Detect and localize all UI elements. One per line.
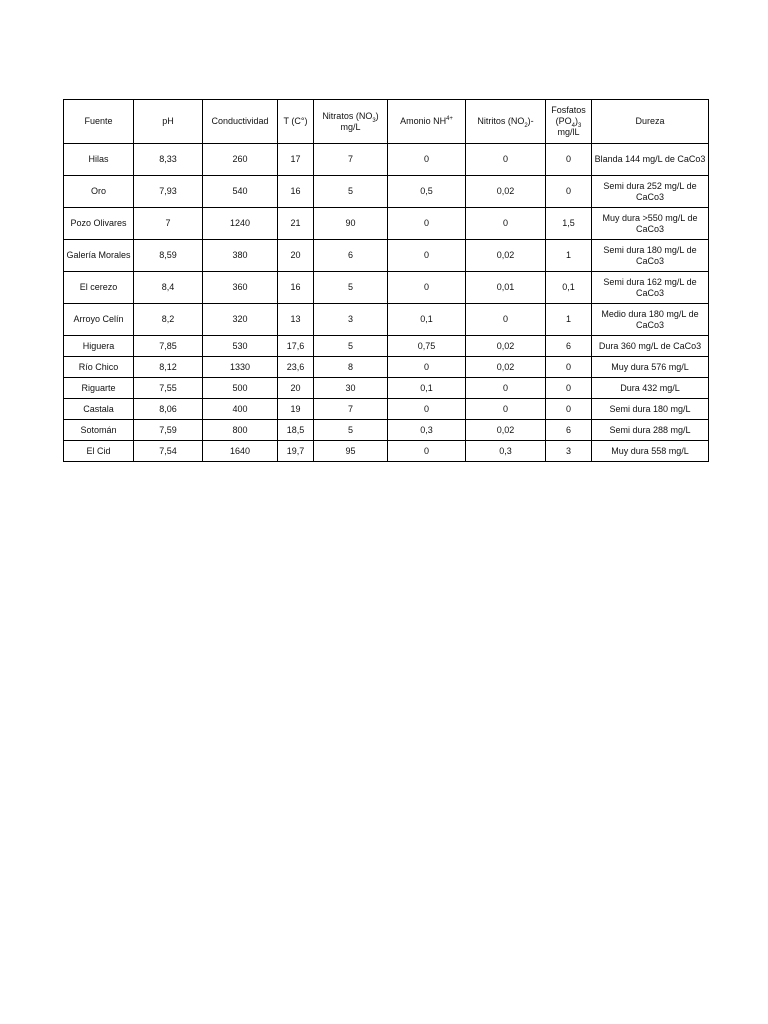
header-nitratos: Nitratos $(NO_3)$ mg/L <box>314 100 388 144</box>
cell-temperatura: 13 <box>278 304 314 336</box>
cell-fuente: Arroyo Celín <box>64 304 134 336</box>
cell-nitritos: 0,3 <box>466 441 546 462</box>
cell-nitritos: 0 <box>466 144 546 176</box>
cell-ph: 7,54 <box>134 441 203 462</box>
cell-nitratos: 3 <box>314 304 388 336</box>
cell-conductividad: 500 <box>203 378 278 399</box>
table-row <box>64 272 709 304</box>
table-row <box>64 144 709 176</box>
cell-amonio: 0 <box>388 240 466 272</box>
cell-ph: 8,12 <box>134 357 203 378</box>
cell-conductividad: 360 <box>203 272 278 304</box>
cell-temperatura: 18,5 <box>278 420 314 441</box>
cell-temperatura: 23,6 <box>278 357 314 378</box>
cell-amonio: 0 <box>388 399 466 420</box>
table-header-row <box>64 100 709 144</box>
cell-ph: 8,4 <box>134 272 203 304</box>
water-quality-table <box>63 99 709 462</box>
cell-nitritos: 0 <box>466 304 546 336</box>
cell-conductividad: 1330 <box>203 357 278 378</box>
cell-fosfatos: 0 <box>546 176 592 208</box>
cell-fuente: Oro <box>64 176 134 208</box>
cell-temperatura: 20 <box>278 378 314 399</box>
cell-temperatura: 20 <box>278 240 314 272</box>
table-row <box>64 336 709 357</box>
cell-fosfatos: 0 <box>546 144 592 176</box>
cell-conductividad: 800 <box>203 420 278 441</box>
cell-fosfatos: 3 <box>546 441 592 462</box>
cell-temperatura: 17 <box>278 144 314 176</box>
header-ph: pH <box>134 100 203 144</box>
cell-fosfatos: 6 <box>546 420 592 441</box>
cell-conductividad: 1240 <box>203 208 278 240</box>
cell-amonio: 0,5 <box>388 176 466 208</box>
cell-fuente: Río Chico <box>64 357 134 378</box>
cell-fuente: Higuera <box>64 336 134 357</box>
cell-amonio: 0 <box>388 144 466 176</box>
cell-amonio: 0 <box>388 357 466 378</box>
table-row <box>64 240 709 272</box>
cell-nitratos: 6 <box>314 240 388 272</box>
cell-ph: 7,93 <box>134 176 203 208</box>
cell-nitritos: 0 <box>466 208 546 240</box>
cell-conductividad: 320 <box>203 304 278 336</box>
table-row <box>64 420 709 441</box>
cell-fosfatos: 1 <box>546 304 592 336</box>
header-temperatura: T (C°) <box>278 100 314 144</box>
cell-ph: 7 <box>134 208 203 240</box>
cell-nitratos: 8 <box>314 357 388 378</box>
cell-ph: 8,2 <box>134 304 203 336</box>
cell-amonio: 0,75 <box>388 336 466 357</box>
header-dureza: Dureza <box>592 100 709 144</box>
cell-nitritos: 0 <box>466 399 546 420</box>
cell-fuente: Hilas <box>64 144 134 176</box>
cell-temperatura: 21 <box>278 208 314 240</box>
cell-nitritos: 0,02 <box>466 176 546 208</box>
cell-fuente: Riguarte <box>64 378 134 399</box>
cell-nitritos: 0,02 <box>466 336 546 357</box>
cell-nitritos: 0,02 <box>466 357 546 378</box>
cell-dureza: Dura 432 mg/L <box>592 378 709 399</box>
cell-dureza: Semi dura 288 mg/L <box>592 420 709 441</box>
cell-fosfatos: 1 <box>546 240 592 272</box>
cell-fuente: Galería Morales <box>64 240 134 272</box>
cell-conductividad: 530 <box>203 336 278 357</box>
cell-temperatura: 16 <box>278 272 314 304</box>
cell-fosfatos: 1,5 <box>546 208 592 240</box>
header-fuente: Fuente <box>64 100 134 144</box>
cell-fuente: El cerezo <box>64 272 134 304</box>
cell-dureza: Blanda 144 mg/L de CaCo3 <box>592 144 709 176</box>
table-row <box>64 399 709 420</box>
cell-conductividad: 260 <box>203 144 278 176</box>
cell-dureza: Semi dura 252 mg/L de CaCo3 <box>592 176 709 208</box>
header-conductividad: Conductividad <box>203 100 278 144</box>
cell-amonio: 0 <box>388 272 466 304</box>
cell-dureza: Dura 360 mg/L de CaCo3 <box>592 336 709 357</box>
cell-dureza: Semi dura 180 mg/L de CaCo3 <box>592 240 709 272</box>
cell-amonio: 0,1 <box>388 304 466 336</box>
cell-conductividad: 400 <box>203 399 278 420</box>
table-row <box>64 176 709 208</box>
cell-dureza: Semi dura 180 mg/L <box>592 399 709 420</box>
cell-nitratos: 5 <box>314 420 388 441</box>
header-nitritos: Nitritos $(NO_2)-$ <box>466 100 546 144</box>
cell-amonio: 0 <box>388 208 466 240</box>
cell-temperatura: 16 <box>278 176 314 208</box>
cell-fosfatos: 0 <box>546 378 592 399</box>
cell-nitritos: 0,01 <box>466 272 546 304</box>
cell-ph: 7,85 <box>134 336 203 357</box>
cell-ph: 8,06 <box>134 399 203 420</box>
cell-amonio: 0,3 <box>388 420 466 441</box>
cell-fuente: Pozo Olivares <box>64 208 134 240</box>
cell-dureza: Medio dura 180 mg/L de CaCo3 <box>592 304 709 336</box>
cell-nitritos: 0,02 <box>466 420 546 441</box>
cell-dureza: Muy dura 558 mg/L <box>592 441 709 462</box>
cell-dureza: Muy dura >550 mg/L de CaCo3 <box>592 208 709 240</box>
cell-fosfatos: 6 <box>546 336 592 357</box>
cell-ph: 8,33 <box>134 144 203 176</box>
cell-temperatura: 19,7 <box>278 441 314 462</box>
cell-ph: 8,59 <box>134 240 203 272</box>
cell-fuente: Sotomán <box>64 420 134 441</box>
cell-fosfatos: 0 <box>546 357 592 378</box>
cell-nitritos: 0 <box>466 378 546 399</box>
header-amonio: Amonio $NH^{4+}$ <box>388 100 466 144</box>
table-row <box>64 378 709 399</box>
cell-nitratos: 7 <box>314 399 388 420</box>
cell-dureza: Muy dura 576 mg/L <box>592 357 709 378</box>
cell-nitratos: 5 <box>314 336 388 357</box>
cell-nitratos: 95 <box>314 441 388 462</box>
table-row <box>64 441 709 462</box>
cell-nitratos: 5 <box>314 272 388 304</box>
table-row <box>64 208 709 240</box>
cell-temperatura: 17,6 <box>278 336 314 357</box>
cell-temperatura: 19 <box>278 399 314 420</box>
cell-amonio: 0 <box>388 441 466 462</box>
cell-nitratos: 7 <box>314 144 388 176</box>
table-row <box>64 357 709 378</box>
table-row <box>64 304 709 336</box>
header-fosfatos: Fosfatos $(PO_4)_3$ mg/lL <box>546 100 592 144</box>
cell-conductividad: 380 <box>203 240 278 272</box>
cell-ph: 7,59 <box>134 420 203 441</box>
cell-nitratos: 90 <box>314 208 388 240</box>
cell-fosfatos: 0 <box>546 399 592 420</box>
cell-ph: 7,55 <box>134 378 203 399</box>
cell-fosfatos: 0,1 <box>546 272 592 304</box>
cell-fuente: El Cid <box>64 441 134 462</box>
cell-nitritos: 0,02 <box>466 240 546 272</box>
cell-fuente: Castala <box>64 399 134 420</box>
cell-amonio: 0,1 <box>388 378 466 399</box>
cell-dureza: Semi dura 162 mg/L de CaCo3 <box>592 272 709 304</box>
table-body <box>64 144 709 462</box>
cell-conductividad: 540 <box>203 176 278 208</box>
cell-nitratos: 5 <box>314 176 388 208</box>
cell-conductividad: 1640 <box>203 441 278 462</box>
cell-nitratos: 30 <box>314 378 388 399</box>
